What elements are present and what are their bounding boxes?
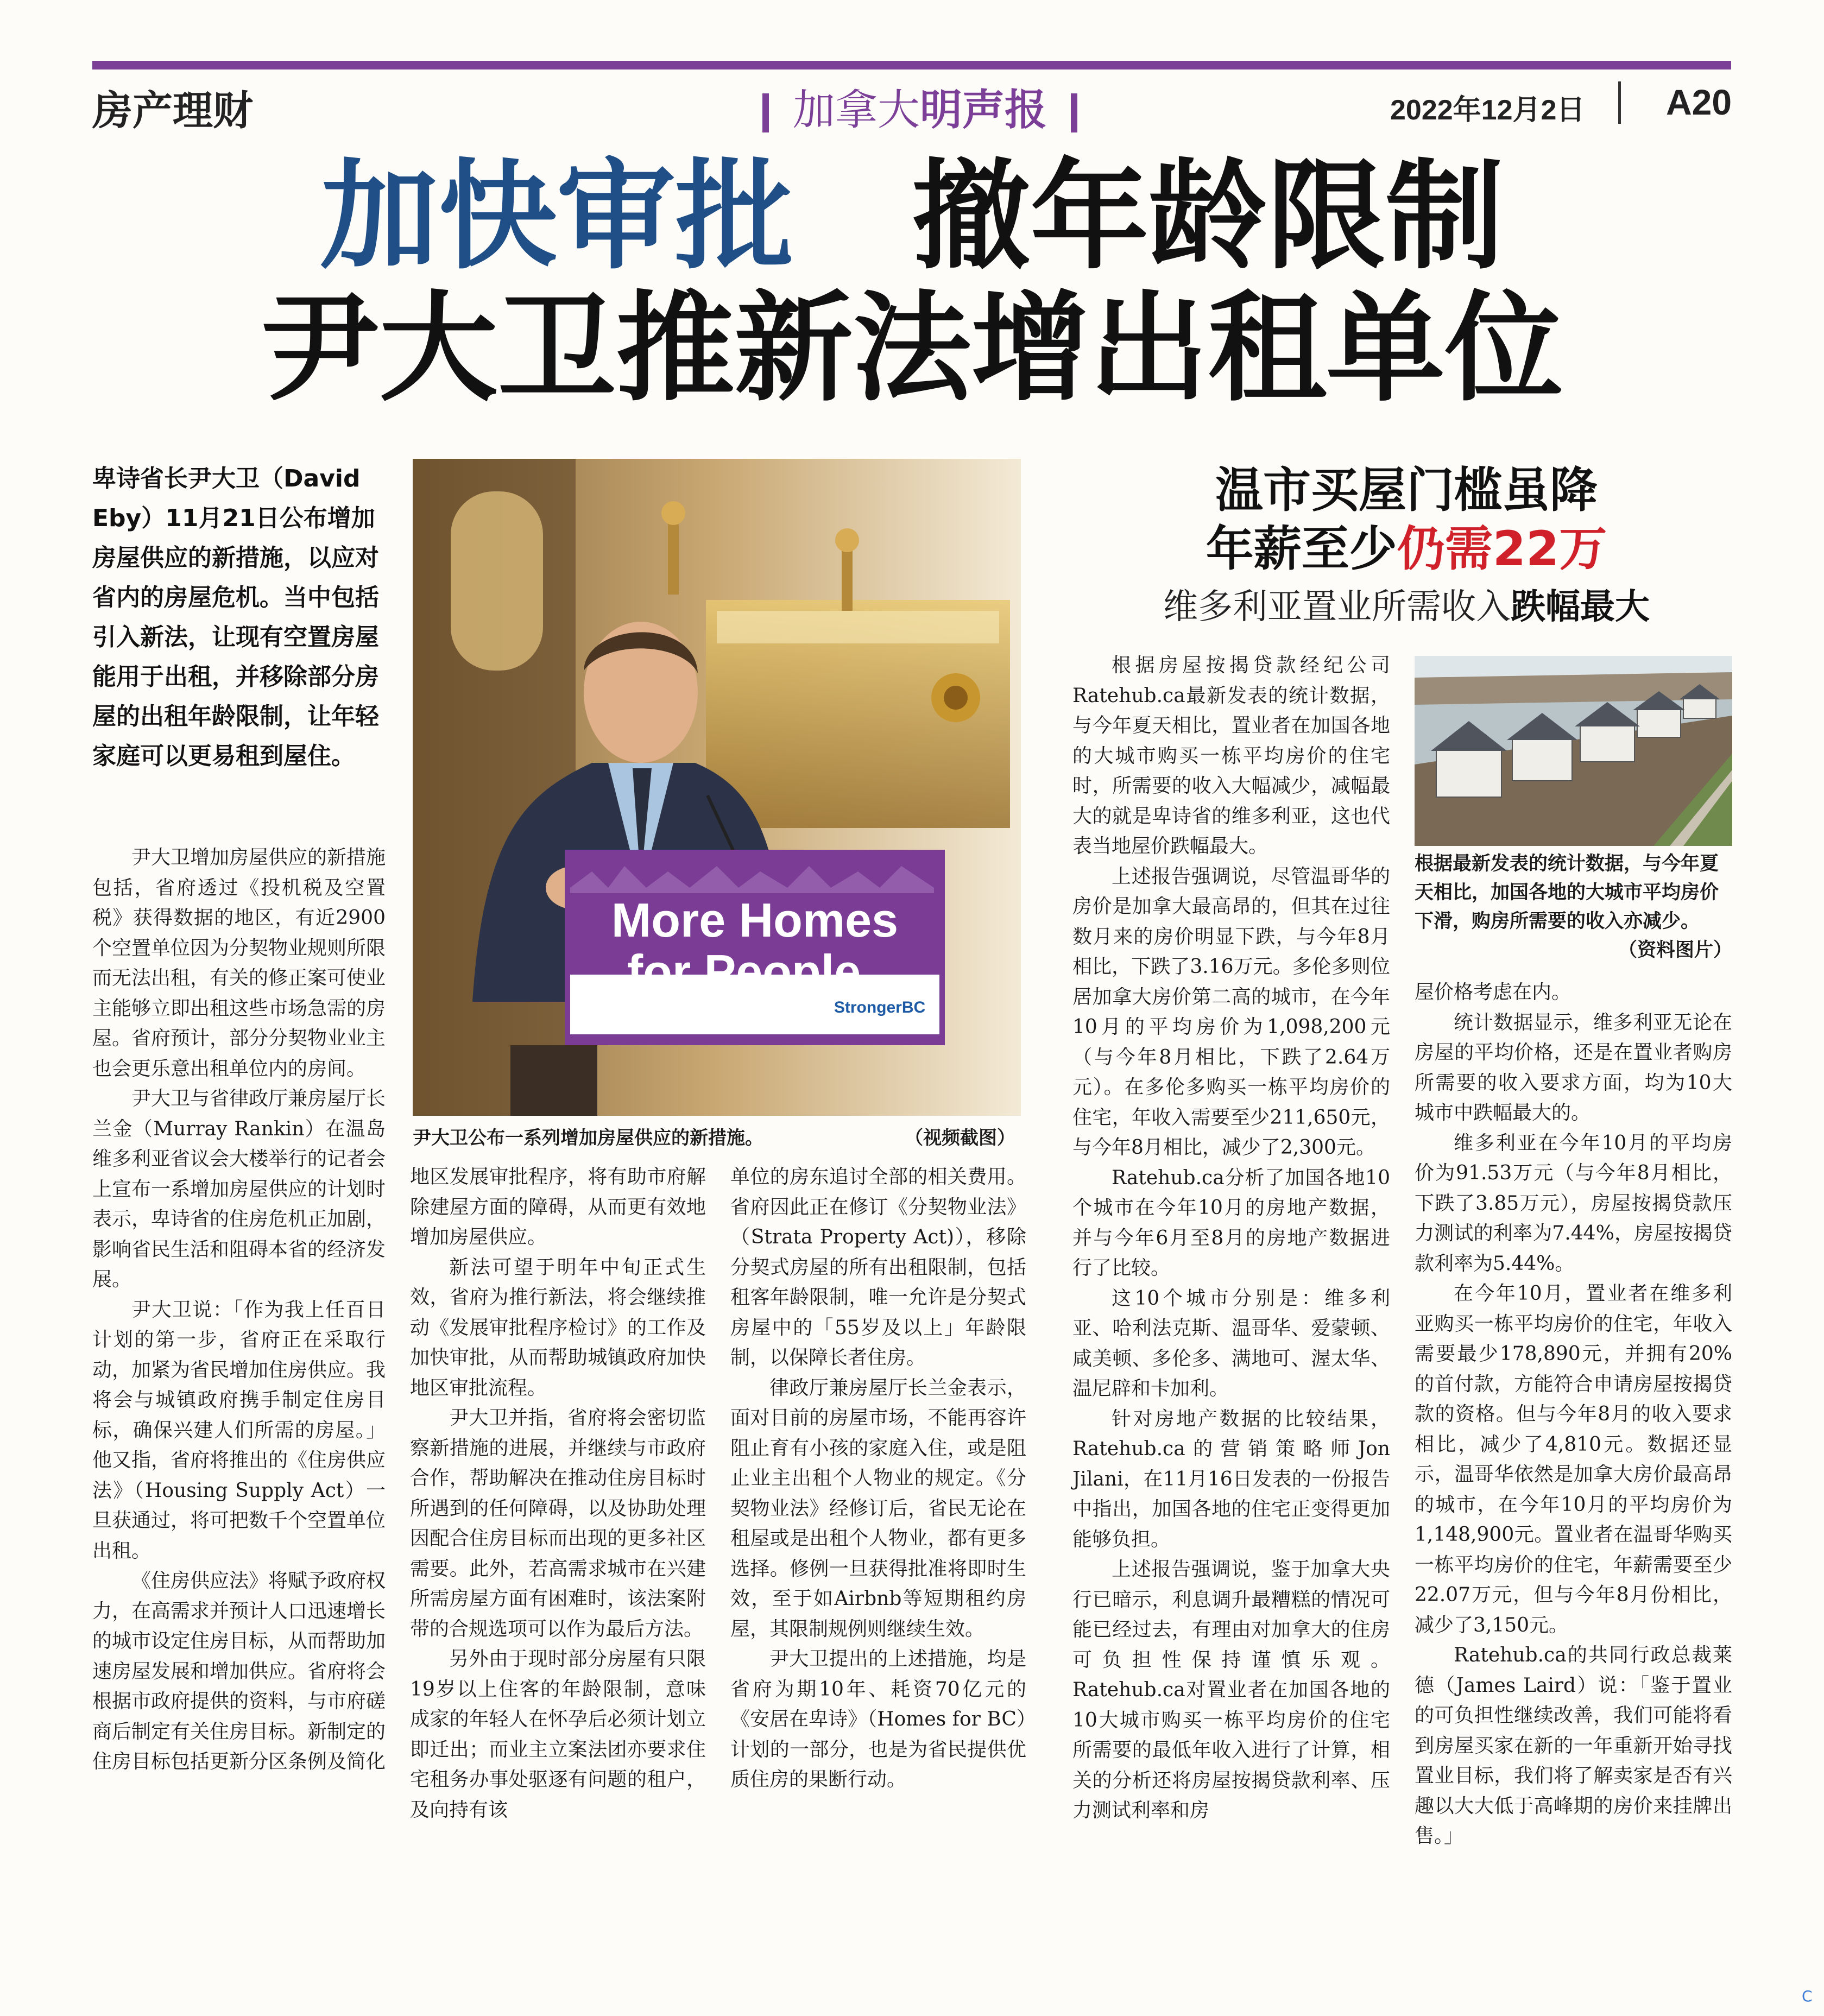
headline-line-1 xyxy=(0,148,1824,286)
paragraph: 《住房供应法》将赋予政府权力，在高需求并预计人口迅速增长的城市设定住房目标，从而帮助加速房屋发展和增加供应。省府将会根据市政府提供的资料，与市府磋商后制定有关住房目标。新制定的住房目标包括更新分区条例及简化 xyxy=(92,1570,386,1773)
sign-line-2: for People xyxy=(627,945,861,998)
photo1-caption-block xyxy=(413,1123,1021,1149)
photo1-caption: 尹大卫公布一系列增加房屋供应的新措施。 xyxy=(413,1127,763,1149)
paragraph: 新法可望于明年中旬正式生效，省府为推行新法，将会继续推动《发展审批程序检讨》的工作及加快审批，从而帮助城镇政府加快地区审批流程。 xyxy=(410,1256,706,1399)
paragraph: 尹大卫说：「作为我上任百日计划的第一步，省府正在采取行动，加紧为省民增加住房供应。我将会与城镇政府携手制定住房目标，确保兴建人们所需的房屋。」他又指，省府将推出的《住房供应法》（Housing Supply Act）一旦获通过，将可把数千个空置单位出租。 xyxy=(92,1298,386,1562)
housing-development-photo xyxy=(1415,656,1732,846)
article-column-1 xyxy=(92,843,386,1777)
publication-date: 2022年12月2日 xyxy=(1390,94,1585,126)
side-headline-2a: 年薪至少 xyxy=(1206,521,1397,577)
lead-paragraph: 卑诗省长尹大卫（David Eby）11月21日公布增加房屋供应的新措施，以应对省内的房屋危机。当中包括引入新法，让现有空置房屋能用于出租，并移除部分房屋的出租年龄限制，让年轻家庭可以更易租到屋住。 xyxy=(92,465,379,770)
paragraph: 上述报告强调说，尽管温哥华的房价是加拿大最高昂的，但其在过往数月来的房价明显下跌，与今年8月相比，下跌了3.16万元。多伦多则位居加拿大房价第二高的城市，在今年10月的平均房价为1,098,200元（与今年8月相比，下跌了2.64万元）。在多伦多购买一栋平均房价的住宅，年收入需要至少211,650元，与今年8月相比，减少了2,300元。 xyxy=(1072,865,1390,1159)
side-headline-2 xyxy=(1053,520,1759,578)
photo2-source: （资料图片） xyxy=(1618,939,1732,961)
masthead-prefix: 加拿大 xyxy=(793,86,920,135)
header-divider xyxy=(1618,81,1621,124)
headline-line-2: 尹大卫推新法增出租单位 xyxy=(261,280,1563,418)
photo1-source: （视频截图） xyxy=(905,1127,1015,1149)
paragraph: 在今年10月，置业者在维多利亚购买一栋平均房价的住宅，年收入需要最少178,890元，并拥有20%的首付款，方能符合申请房屋按揭贷款的资格。但与今年8月的收入要求相比，减少了4,810元。数据还显示，温哥华依然是加拿大房价最高昂的城市，在今年10月的平均房价为1,148,900元。置业者在温哥华购买一栋平均房价的住宅，年薪需要至少22.07万元，但与今年8月份相比，减少了3,150元。 xyxy=(1415,1282,1732,1636)
sign-line-1: More Homes xyxy=(611,893,899,947)
article-column-2 xyxy=(410,1162,706,1825)
masthead xyxy=(739,76,1101,137)
headline-part-b: 撤年龄限制 xyxy=(912,148,1504,286)
top-rule xyxy=(92,61,1731,69)
paragraph: 律政厅兼房屋厅长兰金表示，面对目前的房屋市场，不能再容许阻止育有小孩的家庭入住，或是阻止业主出租个人物业的规定。《分契物业法》经修订后，省民无论在租屋或是出租个人物业，都有更多选择。修例一旦获得批准将即时生效，至于如Airbnb等短期租约房屋，其限制规例则继续生效。 xyxy=(730,1376,1026,1640)
sign-brand: StrongerBC xyxy=(834,998,926,1016)
masthead-brand: 明声报 xyxy=(920,86,1047,135)
article-column-3 xyxy=(730,1162,1026,1795)
paragraph: 这10个城市分别是：维多利亚、哈利法克斯、温哥华、爱蒙顿、咸美顿、多伦多、满地可、渥太华、温尼辟和卡加利。 xyxy=(1072,1287,1390,1400)
paragraph: 尹大卫与省律政厅兼房屋厅长兰金（Murray Rankin）在温岛维多利亚省议会大楼举行的记者会上宣布一系增加房屋供应的计划时表示，卑诗省的住房危机正加剧，影响省民生活和阻碍本省的经济发展。 xyxy=(92,1088,386,1291)
paragraph: 上述报告强调说，鉴于加拿大央行已暗示，利息调升最糟糕的情况可能已经过去，有理由对加拿大的住房可负担性保持谨慎乐观。Ratehub.ca对置业者在加国各地的10大城市购买一栋平均房价的住宅所需要的最低年收入进行了计算，相关的分析还将房屋按揭贷款利率、压力测试利率和房 xyxy=(1072,1558,1390,1822)
side-subheadline-a: 维多利亚置业所需收入 xyxy=(1163,587,1511,627)
paragraph: 统计数据显示，维多利亚无论在房屋的平均价格，还是在置业者购房所需要的收入要求方面，均为10大城市中跌幅最大的。 xyxy=(1415,1011,1732,1124)
paragraph: 另外由于现时部分房屋有只限19岁以上住客的年龄限制，意味成家的年轻人在怀孕后必须计划立即迁出；而业主立案法团亦要求住宅租务办事处驱逐有问题的租户，及向持有该 xyxy=(410,1648,706,1821)
paragraph: 地区发展审批程序，将有助市府解除建屋方面的障碍，从而更有效地增加房屋供应。 xyxy=(410,1166,706,1248)
corner-mark: C xyxy=(1802,1987,1813,2005)
masthead-bar-left xyxy=(762,93,769,132)
paragraph: 屋价格考虑在内。 xyxy=(1415,981,1571,1003)
paragraph: 针对房地产数据的比较结果，Ratehub.ca的营销策略师Jon Jilani，在11月16日发表的一份报告中指出，加国各地的住宅正变得更加能够负担。 xyxy=(1072,1407,1390,1551)
photo2-caption: 根据最新发表的统计数据，与今年夏天相比，加国各地的大城市平均房价下滑，购房所需要的收入亦减少。 xyxy=(1415,853,1719,932)
paragraph: 根据房屋按揭贷款经纪公司Ratehub.ca最新发表的统计数据，与今年夏天相比，置业者在加国各地的大城市购买一栋平均房价的住宅时，所需要的收入大幅减少，减幅最大的就是卑诗省的维多利亚，这也代表当地屋价跌幅最大。 xyxy=(1072,654,1390,857)
paragraph: Ratehub.ca分析了加国各地10个城市在今年10月的房地产数据，并与今年6月至8月的房地产数据进行了比较。 xyxy=(1072,1166,1390,1279)
press-conference-photo xyxy=(413,459,1021,1116)
masthead-bar-right xyxy=(1071,93,1077,132)
headline-part-a: 加快审批 xyxy=(320,148,794,286)
section-label: 房产理财 xyxy=(92,87,253,134)
paragraph: 尹大卫增加房屋供应的新措施包括，省府透过《投机税及空置税》获得数据的地区，有近2900个空置单位因为分契物业规则所限而无法出租，有关的修正案可使业主能够立即出租这些市场急需的房屋。省府预计，部分分契物业业主也会更乐意出租单位内的房间。 xyxy=(92,846,386,1080)
article-column-5 xyxy=(1415,977,1732,1851)
page-number: A20 xyxy=(1666,82,1732,122)
article-column-4 xyxy=(1072,650,1390,1826)
side-subheadline-b: 跌幅最大 xyxy=(1511,587,1650,627)
side-subheadline xyxy=(1053,585,1759,629)
paragraph: Ratehub.ca的共同行政总裁莱德（James Laird）说：「鉴于置业的可负担性继续改善，我们可能将看到房屋买家在新的一年重新开始寻找置业目标，我们将了解卖家是否有兴趣以大大低于高峰期的房价来挂牌出售。」 xyxy=(1415,1644,1732,1847)
side-headline-1: 温市买屋门槛虽降 xyxy=(1215,462,1598,518)
paragraph: 尹大卫并指，省府将会密切监察新措施的进展，并继续与市政府合作，帮助解决在推动住房目标时所遇到的任何障碍，以及协助处理因配合住房目标而出现的更多社区需要。此外，若高需求城市在兴建所需房屋方面有困难时，该法案附带的合规选项可以作为最后方法。 xyxy=(410,1407,706,1640)
photo2-caption-block xyxy=(1415,850,1732,965)
paragraph: 尹大卫提出的上述措施，均是省府为期10年、耗资70亿元的《安居在卑诗》（Homes for BC）计划的一部分，也是为省民提供优质住房的果断行动。 xyxy=(730,1648,1026,1791)
paragraph: 维多利亚在今年10月的平均房价为91.53万元（与今年8月相比，下跌了3.85万元），房屋按揭贷款压力测试的利率为7.44%，房屋按揭贷款利率为5.44%。 xyxy=(1415,1132,1732,1275)
paragraph: 单位的房东追讨全部的相关费用。省府因此正在修订《分契物业法》（Strata Property Act)），移除分契式房屋的所有出租限制，包括租客年龄限制，唯一允许是分契式房屋中的「55岁及以上」年龄限制，以保障长者住房。 xyxy=(730,1166,1026,1369)
side-headline-2b: 仍需22万 xyxy=(1397,521,1607,577)
